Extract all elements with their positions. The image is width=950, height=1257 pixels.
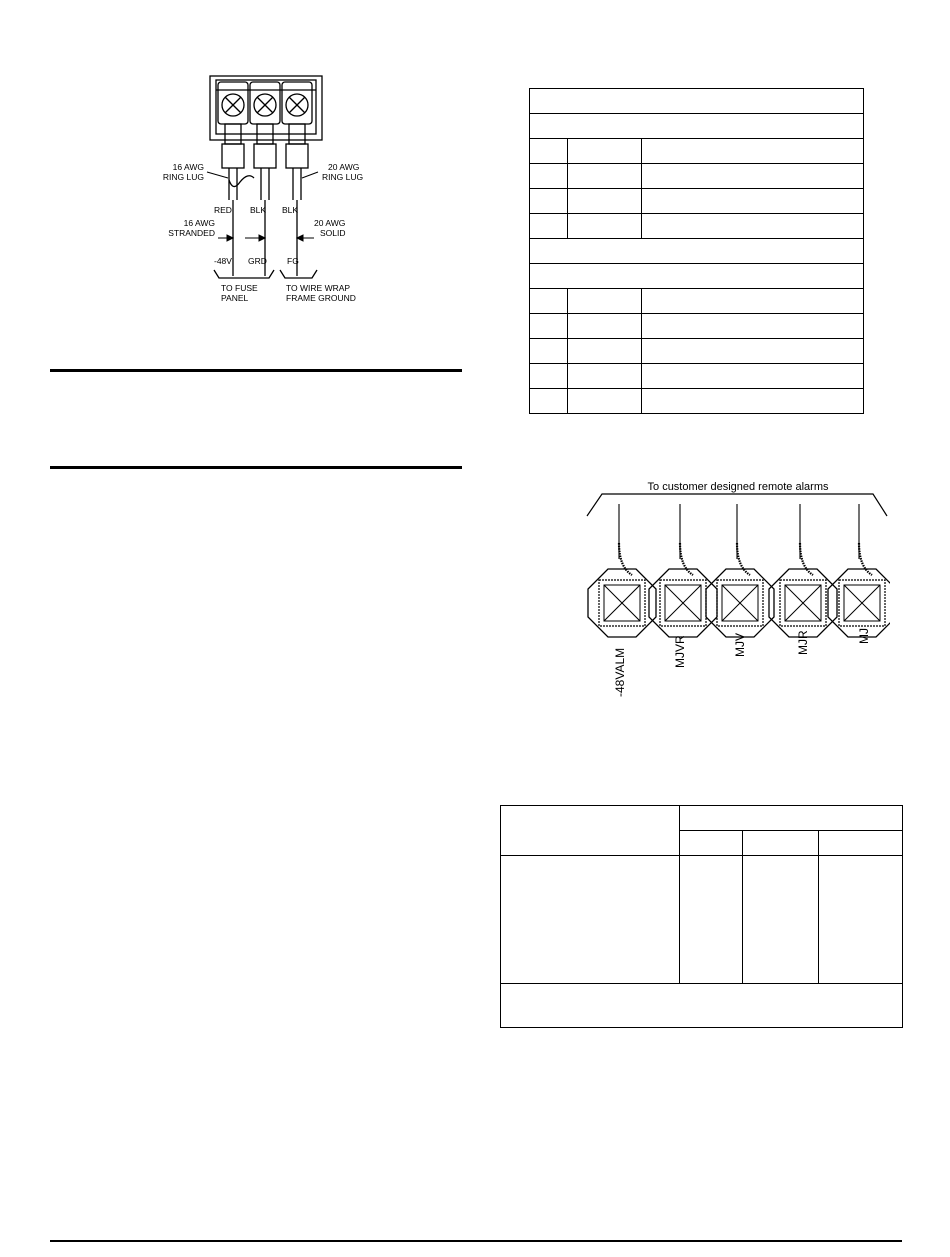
- power-terminal-diagram: [150, 70, 380, 310]
- stranded-line1: 16 AWG: [183, 218, 215, 228]
- dest-fuse-line1: TO FUSE: [221, 283, 258, 293]
- alarm-terminal: [588, 504, 656, 637]
- spec-table-header-left: [501, 806, 680, 856]
- lug-left-line1: 16 AWG: [172, 162, 204, 172]
- stranded-line2: STRANDED: [168, 228, 215, 238]
- signal-48v: -48V: [214, 256, 232, 266]
- spec-table: [500, 805, 903, 1028]
- solid-line2: SOLID: [320, 228, 346, 238]
- table-group-row: [530, 264, 864, 289]
- spec-table-footnote: [501, 984, 903, 1028]
- alarm-terminal-diagram: [580, 474, 890, 704]
- lug-right-line2: RING LUG: [322, 172, 364, 182]
- section-rule-top: [50, 369, 462, 372]
- wire-color-red: RED: [214, 205, 232, 215]
- lug-right-line1: 20 AWG: [328, 162, 360, 172]
- dest-ground-line2: FRAME GROUND: [286, 293, 356, 303]
- terminal-label-mjr: MJR: [796, 630, 810, 655]
- terminal-label-mjv: MJV: [733, 633, 747, 657]
- signal-grd: GRD: [248, 256, 267, 266]
- wire-color-blk-2: BLK: [282, 205, 299, 215]
- terminal-label-mj: MJ: [857, 628, 871, 644]
- dest-fuse-line2: PANEL: [221, 293, 249, 303]
- footer-rule: [50, 1240, 902, 1242]
- table-title-row: [530, 89, 864, 114]
- terminal-label-48valm: -48VALM: [613, 647, 627, 697]
- solid-line1: 20 AWG: [314, 218, 346, 228]
- signal-fg: FG: [287, 256, 299, 266]
- wire-color-blk-1: BLK: [250, 205, 267, 215]
- dest-ground-line1: TO WIRE WRAP: [286, 283, 351, 293]
- alarm-terminal: [769, 504, 837, 637]
- section-rule-bottom: [50, 466, 462, 469]
- table-title-row: [530, 239, 864, 264]
- alarm-caption: To customer designed remote alarms: [647, 481, 829, 493]
- table-group-row: [530, 114, 864, 139]
- spec-table-header-group: [680, 806, 903, 831]
- lug-left-line2: RING LUG: [162, 172, 204, 182]
- connection-table: [529, 88, 864, 414]
- terminal-label-mjvr: MJVR: [673, 635, 687, 668]
